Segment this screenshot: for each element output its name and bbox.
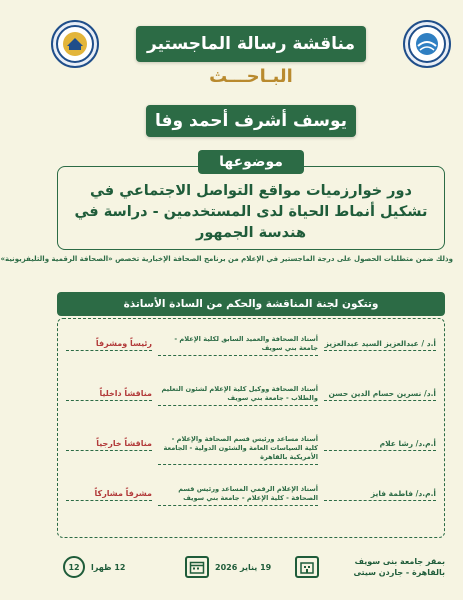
researcher-label: البـاحـــث <box>209 66 293 87</box>
member-name: أ.د / عبدالعزيز السيد عبدالعزيز <box>324 339 436 351</box>
calendar-icon <box>185 556 209 578</box>
member-title: أستاذ مساعد ورئيس قسم الصحافة والإعلام - كلية السياسات العامة والشئون الدولية - الجامعة الأمريكية بالقاهرة <box>158 435 318 465</box>
committee-row <box>58 381 444 421</box>
clock-number: 12 <box>68 562 80 572</box>
member-title: أستاذ الصحافة والعميد السابق لكلية الإعلام - جامعة بني سويف <box>158 335 318 356</box>
time-text: 12 ظهرا <box>91 562 126 572</box>
building-icon <box>295 556 319 578</box>
page-title: مناقشة رسالة الماجستير <box>136 26 366 62</box>
date-text: 19 يناير 2026 <box>215 562 272 572</box>
committee-row <box>58 481 444 521</box>
member-name: أ.م.د/ رشا علام <box>324 439 436 451</box>
topic-label: موضوعها <box>198 150 304 174</box>
member-role: مشرفاً مشاركاً <box>66 489 152 501</box>
topic-text: دور خوارزميات مواقع التواصل الاجتماعي في تشكيل أنماط الحياة لدى المستخدمين - دراسة في هندسة الجمهور <box>74 183 428 241</box>
footer-location <box>285 556 445 578</box>
footer-time <box>63 556 125 578</box>
location-text: بمقر جامعة بنى سويف بالقاهرة - جاردن سيتى <box>353 557 445 577</box>
member-name: أ.م.د/ فاطمة فايز <box>324 489 436 501</box>
degree-note: وذلك ضمن متطلبات الحصول على درجة الماجستير في الإعلام من برنامج الصحافة الإخبارية تخصص «الصحافة الرقمية والتليفزيونية» <box>0 255 453 263</box>
university-logo-icon <box>403 20 451 68</box>
clock-icon <box>63 556 85 578</box>
researcher-name: يوسف أشرف أحمد وفا <box>146 105 356 137</box>
member-role: مناقشاً خارجياً <box>66 439 152 451</box>
footer-date <box>185 556 271 578</box>
topic-box <box>57 166 445 250</box>
committee-header: وتتكون لجنة المناقشة والحكم من السادة الأساتذة <box>57 292 445 316</box>
committee-box <box>57 318 445 538</box>
member-role: مناقشاً داخلياً <box>66 389 152 401</box>
member-role: رئيساً ومشرفاً <box>66 339 152 351</box>
member-name: أ.د/ نسرين حسام الدين حسن <box>324 389 436 401</box>
committee-row <box>58 331 444 371</box>
member-title: أستاذ الصحافة ووكيل كلية الإعلام لشئون التعليم والطلاب - جامعة بني سويف <box>158 385 318 406</box>
member-title: أستاذ الإعلام الرقمي المساعد ورئيس قسم الصحافة - كلية الإعلام - جامعة بني سويف <box>158 485 318 506</box>
faculty-logo-icon <box>51 20 99 68</box>
committee-row <box>58 431 444 471</box>
